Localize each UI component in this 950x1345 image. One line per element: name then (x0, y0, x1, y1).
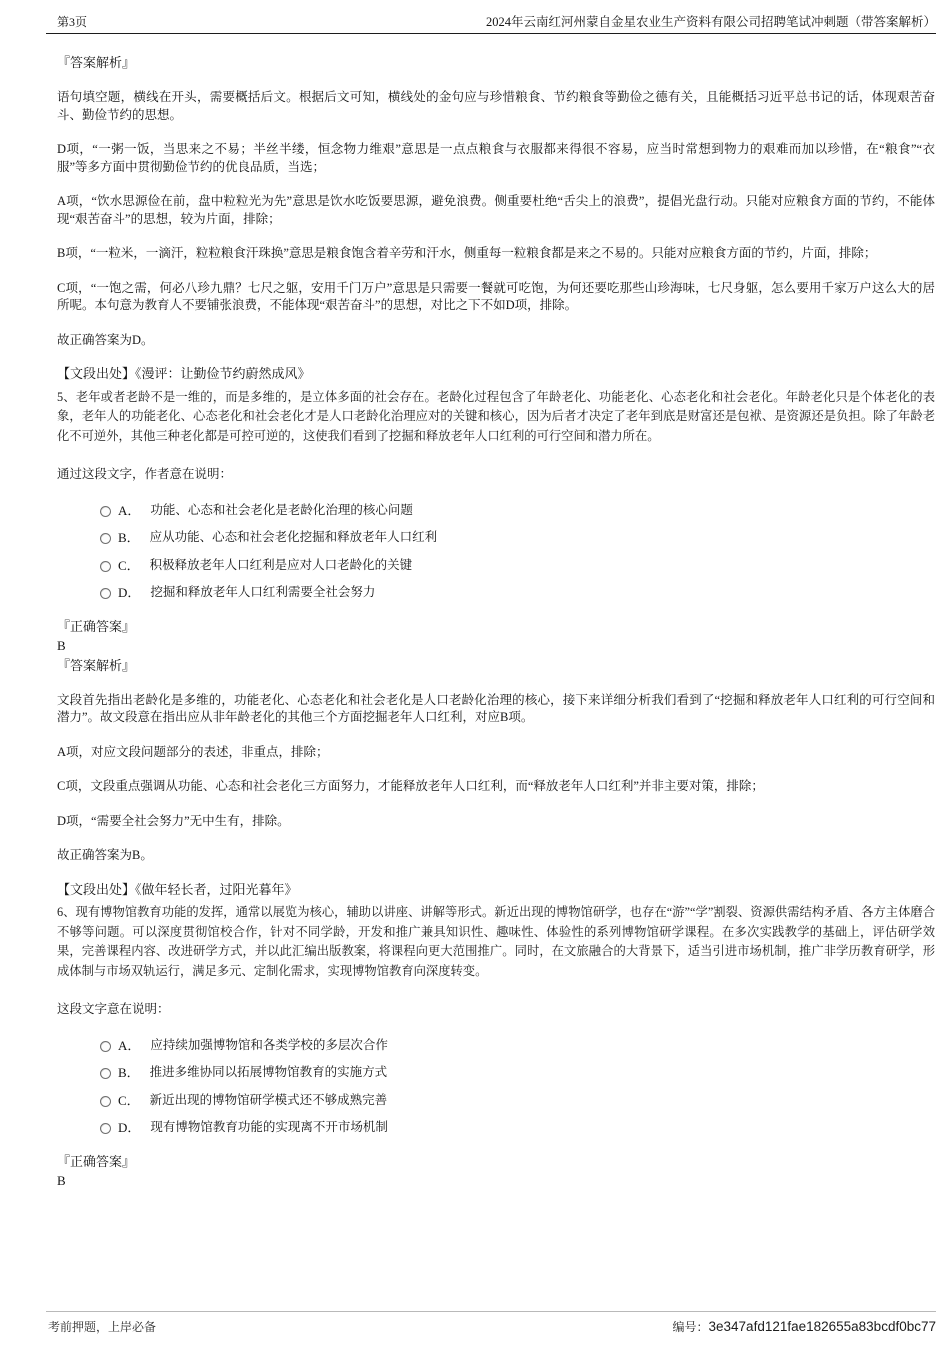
option-text: 应从功能、心态和社会老化挖掘和释放老年人口红利 (149, 530, 438, 544)
radio-button-icon[interactable] (100, 1096, 111, 1107)
option-letter: A． (118, 1037, 141, 1053)
final-answer-line: 故正确答案为B。 (57, 848, 153, 862)
question-6-prompt: 这段文字意在说明： (57, 1002, 170, 1016)
radio-button-icon[interactable] (100, 533, 111, 544)
radio-button-icon[interactable] (100, 561, 111, 572)
option-letter: D． (118, 585, 141, 600)
analysis-label: 『答案解析』 (57, 657, 136, 673)
radio-button-icon[interactable] (100, 1123, 111, 1134)
option-text: 推进多维协同以拓展博物馆教育的实施方式 (149, 1065, 388, 1079)
option-text: 挖掘和释放老年人口红利需要全社会努力 (150, 585, 376, 599)
analysis-paragraph-option-a: A项，对应文段问题部分的表述，非重点，排除； (57, 744, 329, 759)
radio-button-icon[interactable] (100, 506, 111, 517)
option-text: 功能、心态和社会老化是老龄化治理的核心问题 (150, 502, 413, 517)
option-letter: B． (118, 1065, 140, 1080)
footer-slogan: 考前押题，上岸必备 (48, 1320, 157, 1334)
analysis-label: 『答案解析』 (57, 55, 136, 70)
option-text: 积极释放老年人口红利是应对人口老龄化的关键 (149, 557, 413, 572)
option-text: 新近出现的博物馆研学模式还不够成熟完善 (149, 1092, 388, 1107)
analysis-paragraph-option-d: D项，“一粥一饭，当思来之不易；半丝半缕，恒念物力维艰”意思是一点点粮食与衣服都来得很不容易，应当时常想到物力的艰难而加以珍惜，在“粮食”“衣服”等多方面中贯彻勤俭节约的优良品质，当选； (57, 142, 935, 174)
question-6-stem: 6、现有博物馆教育功能的发挥，通常以展览为核心，辅助以讲座、讲解等形式。新近出现的博物馆研学，也存在“游”“学”割裂、资源供需结构矛盾、各方主体磨合不够等问题。可以深度贯彻馆校合作，针对不同学龄，开发和推广兼具知识性、趣味性、体验性的系列博物馆研学课程。在多次实践教学的基础上，评估研学效果，完善课程内容、改进研学方式，并以此汇编出版教案，将课程向更大范围推广。同时，在文旅融合的大背景下，适当引进市场机制，推广非学历教育研学，形成体制与市场双轨运行，满足多元、定制化需求，实现博物馆教育向深度转变。 (57, 905, 935, 978)
analysis-paragraph-option-c: C项，文段重点强调从功能、心态和社会老化三方面努力，才能释放老年人口红利，而“释放老年人口红利”并非主要对策，排除； (57, 779, 764, 793)
analysis-paragraph-option-a: A项，“饮水思源俭在前，盘中粒粒光为先”意思是饮水吃饭要思源，避免浪费。侧重要杜绝“舌尖上的浪费”，提倡光盘行动。只能对应粮食方面的节约，不能体现“艰苦奋斗”的思想，较为片面，排除； (57, 194, 935, 226)
radio-button-icon[interactable] (100, 588, 111, 599)
option-letter: A． (118, 502, 141, 518)
question-5-options (57, 497, 935, 607)
analysis-paragraph-option-d: D项，“需要全社会努力”无中生有，排除。 (57, 813, 290, 828)
option-letter: C． (118, 1092, 140, 1108)
final-answer-line: 故正确答案为D。 (57, 332, 154, 347)
page-footer (46, 1311, 936, 1335)
radio-button-icon[interactable] (100, 1068, 111, 1079)
serial-label: 编号： (672, 1320, 709, 1334)
question-5-prompt: 通过这段文字，作者意在说明： (57, 467, 233, 481)
serial-number: 3e347afd121fae182655a83bcdf0bc77 (708, 1319, 936, 1334)
option-letter: C． (118, 557, 140, 573)
question-5-stem: 5、老年或者老龄不是一维的，而是多维的，是立体多面的社会存在。老龄化过程包含了年龄老化、功能老化、心态老化和社会老化。年龄老化只是个体老化的表象，老年人的功能老化、心态老化和社会老化才是人口老龄化治理应对的关键和核心，因为后者才决定了老年到底是财富还是包袱、是资源还是负担。除了年龄老化不可逆外，其他三种老化都是可控可逆的，这使我们看到了挖掘和释放老年人口红利的可行空间和潜力所在。 (57, 389, 935, 443)
option-row-d[interactable] (57, 1114, 935, 1142)
correct-answer-label: 『正确答案』 (57, 618, 136, 634)
option-row-a[interactable] (57, 497, 935, 525)
page-header (46, 0, 936, 34)
correct-answer-label: 『正确答案』 (57, 1153, 136, 1169)
option-row-a[interactable] (57, 1032, 935, 1060)
analysis-paragraph: 文段首先指出老龄化是多维的，功能老化、心态老化和社会老化是人口老龄化治理的核心，接下来详细分析我们看到了“挖掘和释放老年人口红利的可行空间和潜力”。故文段意在指出应从非年龄老化的其他三个方面挖掘老年人口红利，对应B项。 (57, 692, 935, 724)
option-text: 现有博物馆教育功能的实现离不开市场机制 (150, 1120, 388, 1134)
document-body (57, 44, 935, 1190)
option-row-b[interactable] (57, 1059, 935, 1087)
option-row-b[interactable] (57, 524, 935, 552)
correct-answer-value: B (57, 637, 66, 653)
analysis-paragraph-option-b: B项，“一粒米，一滴汗，粒粒粮食汗珠换”意思是粮食饱含着辛劳和汗水，侧重每一粒粮食都是来之不易的。只能对应粮食方面的节约，片面，排除； (57, 246, 877, 260)
option-letter: D． (118, 1120, 141, 1135)
radio-button-icon[interactable] (100, 1041, 111, 1052)
document-serial (673, 1318, 937, 1335)
option-row-d[interactable] (57, 579, 935, 607)
analysis-paragraph-option-c: C项，“一饱之需，何必八珍九鼎？七尺之躯，安用千门万户”意思是只需要一餐就可吃饱，为何还要吃那些山珍海味，七尺身躯，怎么要用千家万户这么大的居所呢。本句意为教育人不要铺张浪费，不能体现“艰苦奋斗”的思想，对比之下不如D项，排除。 (57, 280, 935, 312)
question-6-options (57, 1032, 935, 1142)
source-line: 【文段出处】《漫评：让勤俭节约蔚然成风》 (57, 366, 311, 381)
source-line: 【文段出处】《做年轻长者，过阳光暮年》 (57, 881, 298, 897)
option-row-c[interactable] (57, 552, 935, 580)
document-title: 2024年云南红河州蒙自金星农业生产资料有限公司招聘笔试冲刺题（带答案解析） (485, 15, 936, 29)
analysis-paragraph: 语句填空题，横线在开头，需要概括后文。根据后文可知，横线处的金句应与珍惜粮食、节约粮食等勤俭之德有关，且能概括习近平总书记的话，体现艰苦奋斗、勤俭节约的思想。 (57, 90, 935, 122)
option-row-c[interactable] (57, 1087, 935, 1115)
option-text: 应持续加强博物馆和各类学校的多层次合作 (150, 1037, 388, 1052)
correct-answer-value: B (57, 1172, 66, 1188)
option-letter: B． (118, 530, 140, 545)
page-number: 第3页 (57, 15, 88, 29)
